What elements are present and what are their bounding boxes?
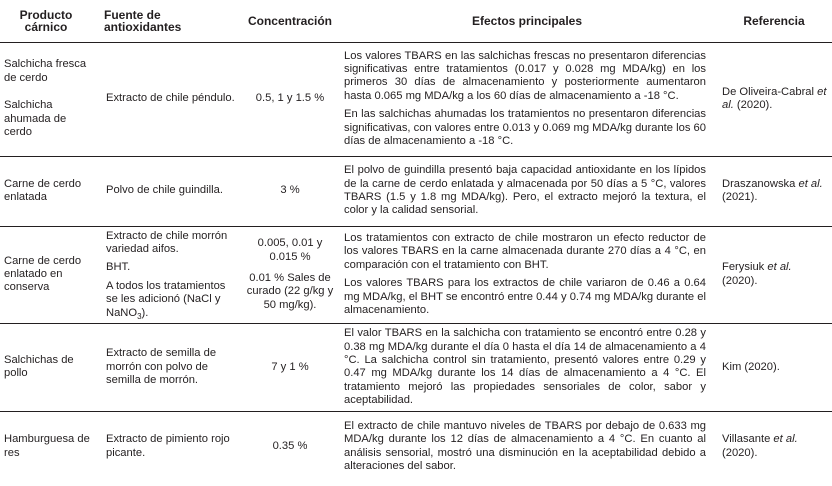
effects-paragraph: Los valores TBARS en las salchichas frescas no presentaron diferencias significativas entre tratamientos (0.017 y 0.028 mg MDA/kg) en los primeros 30 días de almacenamiento y posteriormente aumentaron hasta 0.065 mg MDA/kg a los 60 días de almacenamiento a -18 °C. [344,49,706,102]
product-cell: Carne de cerdo enlatado en conserva [4,254,82,294]
ref-authors: Draszanowska [722,177,799,190]
effects-paragraph: El polvo de guindilla presentó baja capacidad antioxidante en los lípidos de la carne de cerdo enlatada y almacenada por 50 días a 5 °C, valores TBARS (1.5 y 1.8 mg MDA/kg). Pero, el extracto mejoró la textura, el color y la calidad sensorial. [344,164,706,217]
effects-paragraph: Los valores TBARS para los extractos de chile variaron de 0.46 a 0.64 mg MDA/kg, el BHT se encontró entre 0.44 y 0.74 mg MDA/kg durante el almacenamiento. [344,277,706,317]
product-cell: Hamburguesa de res [4,433,90,459]
effects-paragraph: En las salchichas ahumadas los tratamientos no presentaron diferencias significativas, con valores entre 0.013 y 0.069 mg MDA/kg durante los 60 días de almacenamiento a -18 °C. [344,108,706,148]
concentration-item: 0.01 % Sales de curado (22 g/kg y 50 mg/kg). [246,272,334,311]
reference-cell [716,411,832,481]
source-item: Extracto de chile morrón variedad aifos. [106,229,228,255]
concentration-cell: 3 % [280,184,300,197]
effects-cell [338,323,716,411]
ref-year: (2020). [733,99,773,111]
source-cell: Extracto de chile péndulo. [106,92,235,105]
product-name: Salchicha fresca de cerdo [4,58,87,84]
header-concentration: Concentración [242,0,338,42]
effects-cell [338,42,716,156]
source-cell: Extracto de pimiento rojo picante. [106,433,230,459]
concentration-item: 0.005, 0.01 y 0.015 % [257,237,323,263]
reference-cell: Kim (2020). [722,360,780,373]
header-reference: Referencia [716,0,832,42]
reference-cell [716,156,832,226]
concentration-cell: 0.35 % [272,439,308,452]
product-cell: Salchichas de pollo [4,354,74,380]
ref-authors: De Oliveira-Cabral [722,85,815,98]
table-row [0,156,832,226]
effects-cell [338,226,716,323]
ref-authors: Villasante [722,433,774,446]
reference-cell [716,226,832,323]
ref-year: (2021). [722,191,758,203]
concentration-cell [242,226,338,323]
effects-paragraph: Los tratamientos con extracto de chile mostraron un efecto reductor de los valores TBARS en la carne almacenada durante 270 días a 4 °C, en comparación con el tratamiento con BHT. [344,232,706,271]
ref-year: (2020). [722,446,758,459]
effects-cell [338,411,716,481]
ref-year: (2020). [722,274,758,287]
source-cell: Polvo de chile guindilla. [106,184,223,197]
effects-paragraph: El valor TBARS en la salchicha con tratamiento se encontró entre 0.28 y 0.38 mg MDA/kg durante el día 0 hasta el día 14 de almacenamiento a 4 °C. La salchicha control sin tratamiento, presentó valores entre 0.29 y 0.47 mg MDA/kg durante los 14 días de almacenamiento a 4 °C. El tratamiento mejoró las propiedades sensoriales de color, sabor y aceptabilidad. [344,327,706,407]
source-item: BHT. [106,261,131,274]
effects-cell [338,156,716,226]
table-row [0,42,832,156]
product-cell [0,42,94,156]
ref-etal: et al. [767,261,792,274]
product-name: Salchicha ahumada de cerdo [4,99,67,139]
ref-etal: et al. [773,433,798,446]
ref-etal: et al. [722,85,827,111]
product-cell: Carne de cerdo enlatada [4,177,82,203]
table-row [0,226,832,323]
ref-authors: Ferysiuk [722,261,768,274]
table-row [0,411,832,481]
concentration-cell: 0.5, 1 y 1.5 % [255,92,325,105]
reference-cell [716,42,832,156]
effects-paragraph: El extracto de chile mantuvo niveles de TBARS por debajo de 0.633 mg MDA/kg durante los 12 días de almacenamiento a 4 °C. En cuanto al análisis sensorial, mostró una disminución en la aceptabilidad debido a alteraciones del sabor. [344,419,706,473]
source-cell: Extracto de semilla de morrón con polvo de semilla de morrón. [106,347,217,387]
header-source: Fuente de antioxidantes [94,0,242,42]
ref-etal: et al. [798,177,823,190]
header-effects: Efectos principales [338,0,716,42]
table-header-row [0,0,832,42]
source-cell [94,226,242,323]
table-row [0,323,832,411]
concentration-cell: 7 y 1 % [271,360,309,373]
header-product: Producto cárnico [0,0,94,42]
source-item: A todos los tratamientos se les adicionó (NaCl y NaNO$_3$). [106,279,226,321]
